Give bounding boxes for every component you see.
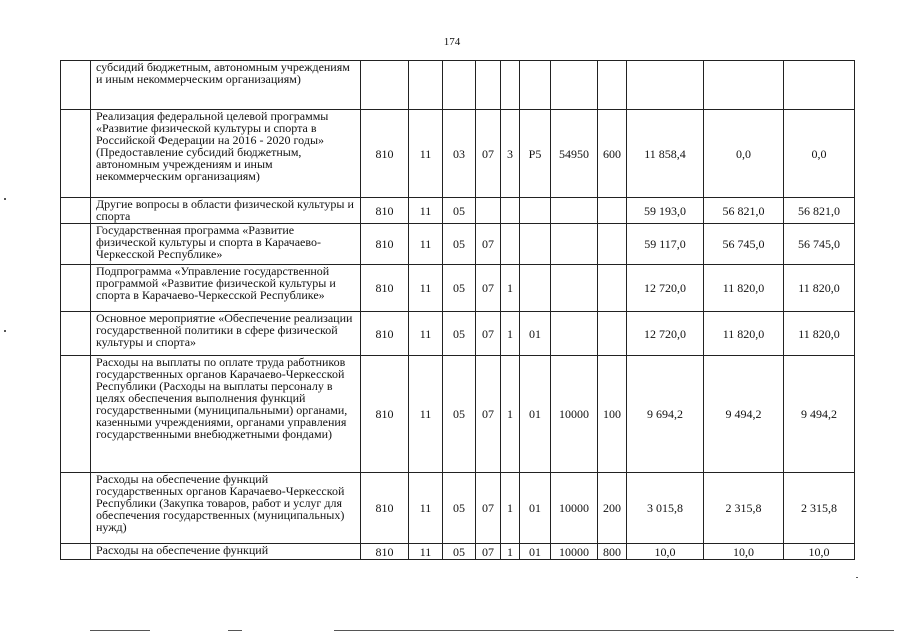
row-description: Расходы на выплаты по оплате труда работников государственных органов Карачаево-Черкесской Республики (Расходы на выплаты персоналу в целях обеспечения выполнения функций государственными (муниципальными) органами, казенными учреждениями, органами управления государственными внебюджетными фондами): [91, 356, 361, 473]
table-row: [61, 356, 855, 473]
row-number-cell: [61, 312, 91, 356]
amount-year-1: 11 858,4: [627, 110, 704, 198]
ministry-code: 810: [361, 224, 409, 265]
row-number-cell: [61, 544, 91, 560]
amount-year-3: 56 821,0: [784, 198, 855, 224]
amount-year-1: [627, 61, 704, 110]
section-code: 11: [409, 224, 443, 265]
program-code: 07: [476, 312, 501, 356]
program-code: [476, 198, 501, 224]
subsection-code: 03: [443, 110, 476, 198]
expense-code: [551, 265, 598, 312]
type-code: [598, 312, 627, 356]
table-row: [61, 110, 855, 198]
row-description: Государственная программа «Развитие физической культуры и спорта в Карачаево-Черкесской Республике»: [91, 224, 361, 265]
amount-year-1: 12 720,0: [627, 312, 704, 356]
amount-year-3: 9 494,2: [784, 356, 855, 473]
program-code: 07: [476, 110, 501, 198]
row-description: Расходы на обеспечение функций: [91, 544, 361, 560]
subprogram-code: 1: [501, 265, 520, 312]
amount-year-2: 0,0: [704, 110, 784, 198]
section-code: 11: [409, 265, 443, 312]
section-code: [409, 61, 443, 110]
event-code: 01: [520, 312, 551, 356]
amount-year-2: 11 820,0: [704, 312, 784, 356]
event-code: 01: [520, 544, 551, 560]
ministry-code: [361, 61, 409, 110]
section-code: 11: [409, 356, 443, 473]
table-row: [61, 61, 855, 110]
subprogram-code: [501, 61, 520, 110]
scan-dot-right: [856, 577, 858, 578]
subprogram-code: 1: [501, 312, 520, 356]
type-code: [598, 61, 627, 110]
event-code: [520, 61, 551, 110]
ministry-code: 810: [361, 544, 409, 560]
section-code: 11: [409, 473, 443, 544]
amount-year-2: 56 745,0: [704, 224, 784, 265]
expense-code: 10000: [551, 473, 598, 544]
event-code: [520, 224, 551, 265]
row-description: Подпрограмма «Управление государственной программой «Развитие физической культуры и спорта в Карачаево-Черкесской Республике»: [91, 265, 361, 312]
amount-year-2: [704, 61, 784, 110]
amount-year-2: 10,0: [704, 544, 784, 560]
row-number-cell: [61, 224, 91, 265]
expense-code: [551, 312, 598, 356]
ministry-code: 810: [361, 110, 409, 198]
type-code: [598, 224, 627, 265]
subprogram-code: [501, 198, 520, 224]
subsection-code: 05: [443, 198, 476, 224]
subsection-code: 05: [443, 356, 476, 473]
amount-year-1: 12 720,0: [627, 265, 704, 312]
ministry-code: 810: [361, 265, 409, 312]
row-number-cell: [61, 356, 91, 473]
row-number-cell: [61, 198, 91, 224]
amount-year-3: [784, 61, 855, 110]
row-description: Другие вопросы в области физической культуры и спорта: [91, 198, 361, 224]
program-code: 07: [476, 224, 501, 265]
program-code: 07: [476, 356, 501, 473]
scan-line-right: [334, 630, 894, 631]
table-row: [61, 544, 855, 560]
section-code: 11: [409, 198, 443, 224]
amount-year-3: 10,0: [784, 544, 855, 560]
amount-year-2: 2 315,8: [704, 473, 784, 544]
row-description: Основное мероприятие «Обеспечение реализации государственной политики в сфере физической культуры и спорта»: [91, 312, 361, 356]
amount-year-3: 56 745,0: [784, 224, 855, 265]
section-code: 11: [409, 312, 443, 356]
type-code: 600: [598, 110, 627, 198]
ministry-code: 810: [361, 356, 409, 473]
expense-code: 54950: [551, 110, 598, 198]
amount-year-2: 9 494,2: [704, 356, 784, 473]
table-row: [61, 312, 855, 356]
subprogram-code: 3: [501, 110, 520, 198]
expense-code: [551, 198, 598, 224]
subsection-code: 05: [443, 265, 476, 312]
budget-table: [60, 60, 855, 560]
type-code: 100: [598, 356, 627, 473]
row-description: Реализация федеральной целевой программы «Развитие физической культуры и спорта в Российской Федерации на 2016 - 2020 годы» (Предоставление субсидий бюджетным, автономным учреждениям и иным некоммерческим организациям): [91, 110, 361, 198]
amount-year-3: 0,0: [784, 110, 855, 198]
event-code: [520, 265, 551, 312]
row-number-cell: [61, 61, 91, 110]
amount-year-2: 56 821,0: [704, 198, 784, 224]
row-number-cell: [61, 265, 91, 312]
event-code: 01: [520, 356, 551, 473]
subprogram-code: 1: [501, 473, 520, 544]
subsection-code: 05: [443, 224, 476, 265]
amount-year-1: 3 015,8: [627, 473, 704, 544]
scan-line-mid: [228, 630, 242, 631]
table-row: [61, 473, 855, 544]
subsection-code: [443, 61, 476, 110]
row-description: субсидий бюджетным, автономным учреждениям и иным некоммерческим организациям): [91, 61, 361, 110]
section-code: 11: [409, 544, 443, 560]
program-code: 07: [476, 473, 501, 544]
row-number-cell: [61, 110, 91, 198]
subprogram-code: [501, 224, 520, 265]
event-code: P5: [520, 110, 551, 198]
type-code: [598, 198, 627, 224]
subprogram-code: 1: [501, 356, 520, 473]
amount-year-1: 59 117,0: [627, 224, 704, 265]
expense-code: [551, 224, 598, 265]
amount-year-3: 2 315,8: [784, 473, 855, 544]
type-code: 800: [598, 544, 627, 560]
program-code: 07: [476, 265, 501, 312]
amount-year-1: 10,0: [627, 544, 704, 560]
program-code: [476, 61, 501, 110]
table-row: [61, 265, 855, 312]
subsection-code: 05: [443, 312, 476, 356]
subprogram-code: 1: [501, 544, 520, 560]
event-code: 01: [520, 473, 551, 544]
amount-year-1: 9 694,2: [627, 356, 704, 473]
ministry-code: 810: [361, 473, 409, 544]
subsection-code: 05: [443, 473, 476, 544]
table-row: [61, 198, 855, 224]
ministry-code: 810: [361, 312, 409, 356]
type-code: [598, 265, 627, 312]
program-code: 07: [476, 544, 501, 560]
amount-year-3: 11 820,0: [784, 265, 855, 312]
row-description: Расходы на обеспечение функций государственных органов Карачаево-Черкесской Республики (Закупка товаров, работ и услуг для обеспечения государственных (муниципальных) нужд): [91, 473, 361, 544]
table-row: [61, 224, 855, 265]
amount-year-2: 11 820,0: [704, 265, 784, 312]
type-code: 200: [598, 473, 627, 544]
scan-dot-left: [4, 198, 6, 200]
event-code: [520, 198, 551, 224]
row-number-cell: [61, 473, 91, 544]
scan-dot-left-2: [4, 330, 6, 332]
section-code: 11: [409, 110, 443, 198]
scan-line-left: [90, 630, 150, 631]
amount-year-3: 11 820,0: [784, 312, 855, 356]
expense-code: [551, 61, 598, 110]
page-number: 174: [443, 36, 461, 48]
ministry-code: 810: [361, 198, 409, 224]
expense-code: 10000: [551, 356, 598, 473]
amount-year-1: 59 193,0: [627, 198, 704, 224]
expense-code: 10000: [551, 544, 598, 560]
subsection-code: 05: [443, 544, 476, 560]
